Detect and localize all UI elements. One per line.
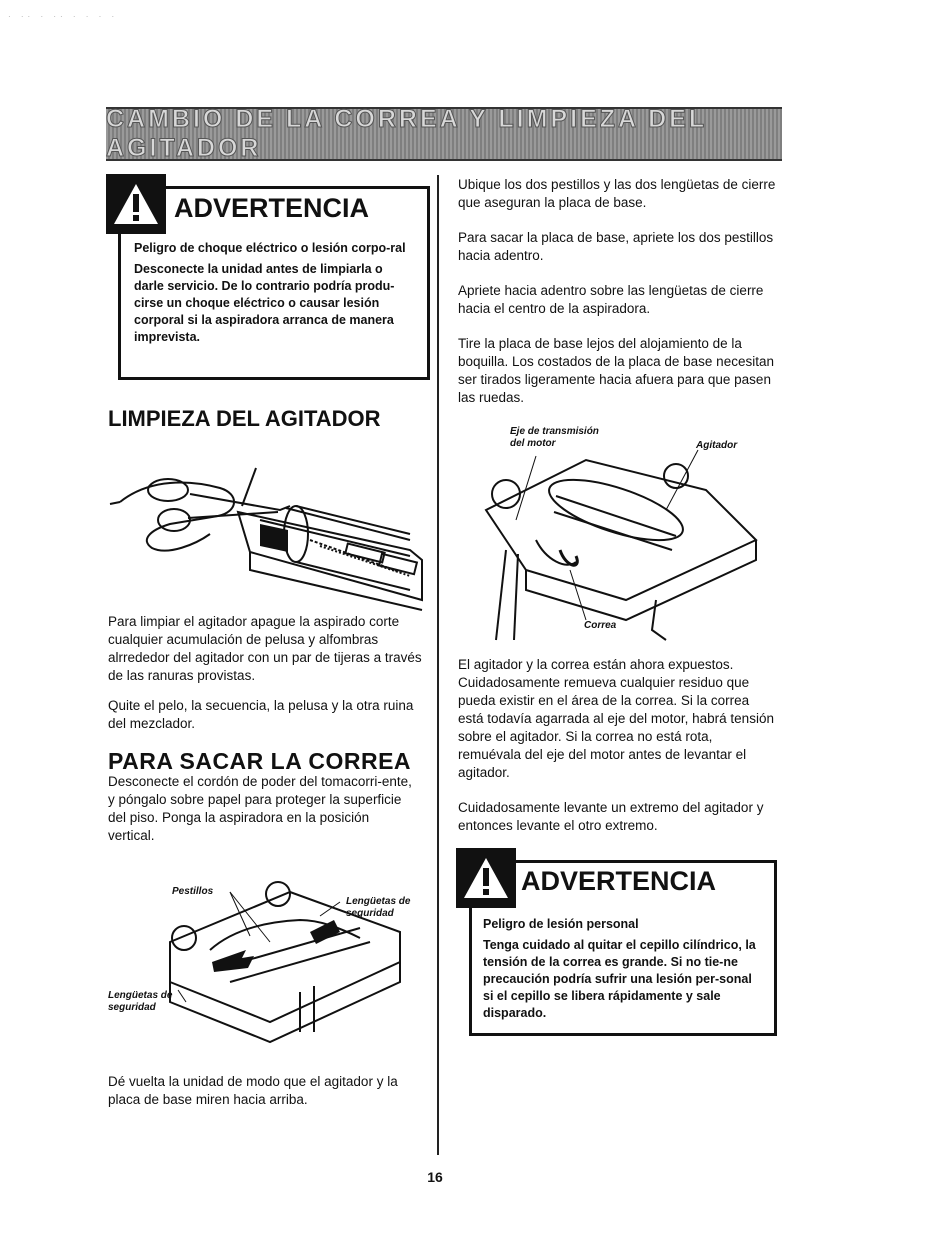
warning-icon-2 (456, 848, 516, 908)
warning-body (134, 240, 412, 346)
limpieza-text (108, 613, 428, 733)
label-lenguetas-left-line1: Lengüetas de (108, 990, 173, 1001)
correa-paragraph-1: Desconecte el cordón de poder del tomacorri-ente, y póngalo sobre papel para proteger la superficie del piso. Ponga la aspiradora en la posición vertical. (108, 774, 412, 843)
label-lenguetas-right-line2: seguridad (346, 908, 394, 919)
label-eje-line1: Eje de transmisión (510, 426, 599, 437)
warning-title: ADVERTENCIA (174, 193, 370, 223)
warning-text: Desconecte la unidad antes de limpiarla o darle servicio. De lo contrario podría produ-cirse un choque eléctrico o causar lesión corporal si la aspiradora arranca de manera imprevista. (134, 262, 395, 344)
label-pestillos: Pestillos (172, 886, 214, 897)
limpieza-paragraph-1: Para limpiar el agitador apague la aspirado corte cualquier acumulación de pelusa y alfombras alrrededor del agitador con un par de tijeras a través de las ranuras provistas. (108, 614, 422, 683)
section-heading-limpieza: LIMPIEZA DEL AGITADOR (108, 406, 381, 431)
scissors-agitator-illustration (110, 460, 430, 610)
correa-text-2 (108, 1073, 428, 1109)
scan-marks: · ·· · ·· · · · · (8, 12, 119, 21)
warning-title-2: ADVERTENCIA (521, 866, 717, 896)
label-lenguetas-left-line2: seguridad (108, 1002, 156, 1013)
correa-text (108, 773, 418, 845)
label-eje-line2: del motor (510, 438, 556, 449)
section-heading-correa: PARA SACAR LA CORREA (108, 748, 412, 774)
warning-icon (106, 174, 166, 234)
banner-title: CAMBIO DE LA CORREA Y LIMPIEZA DEL AGITADOR (106, 105, 707, 162)
label-agitador: Agitador (696, 440, 738, 451)
label-eje-transmision (510, 426, 599, 450)
label-lenguetas-right (346, 896, 410, 920)
warning-text-2: Tenga cuidado al quitar el cepillo cilíndrico, la tensión de la correa es grande. Si no tie-ne precaución podría sufrir una lesión per-sonal si el cepillo se libera rápidamente y sale disparado. (483, 938, 756, 1020)
right-paragraph-1: Ubique los dos pestillos y las dos lengüetas de cierre que aseguran la placa de base. (458, 177, 776, 210)
right-column-text-top (458, 176, 778, 407)
correa-paragraph-2: Dé vuelta la unidad de modo que el agitador y la placa de base miren hacia arriba. (108, 1074, 398, 1107)
right-paragraph-5: El agitador y la correa están ahora expuestos. Cuidadosamente remueva cualquier residuo que pueda existir en el área de la correa. Si la correa está todavía agarrada al eje del motor, habrá tensión sobre el agitador. Si la correa no está rota, remuévala del eje del motor antes de levantar el agitador. (458, 657, 774, 780)
warning-subtitle-2: Peligro de lesión personal (483, 917, 639, 931)
label-lenguetas-right-line1: Lengüetas de (346, 896, 411, 907)
column-divider (437, 175, 439, 1155)
right-paragraph-2: Para sacar la placa de base, apriete los dos pestillos hacia adentro. (458, 230, 774, 263)
warning-subtitle: Peligro de choque eléctrico o lesión corpo-ral (134, 241, 406, 255)
label-lenguetas-left (108, 990, 172, 1014)
right-paragraph-6: Cuidadosamente levante un extremo del agitador y entonces levante el otro extremo. (458, 800, 764, 833)
page-number: 16 (427, 1169, 443, 1185)
right-paragraph-3: Apriete hacia adentro sobre las lengüetas de cierre hacia el centro de la aspiradora. (458, 283, 764, 316)
page-banner (106, 107, 782, 161)
warning-body-2 (483, 916, 763, 1022)
right-paragraph-4: Tire la placa de base lejos del alojamiento de la boquilla. Los costados de la placa de base necesitan ser tirados ligeramente hacia afuera para que pasen las ruedas. (458, 336, 774, 405)
label-correa: Correa (584, 620, 617, 631)
limpieza-paragraph-2: Quite el pelo, la secuencia, la pelusa y la otra ruina del mezclador. (108, 698, 414, 731)
right-column-text-bottom (458, 656, 778, 835)
